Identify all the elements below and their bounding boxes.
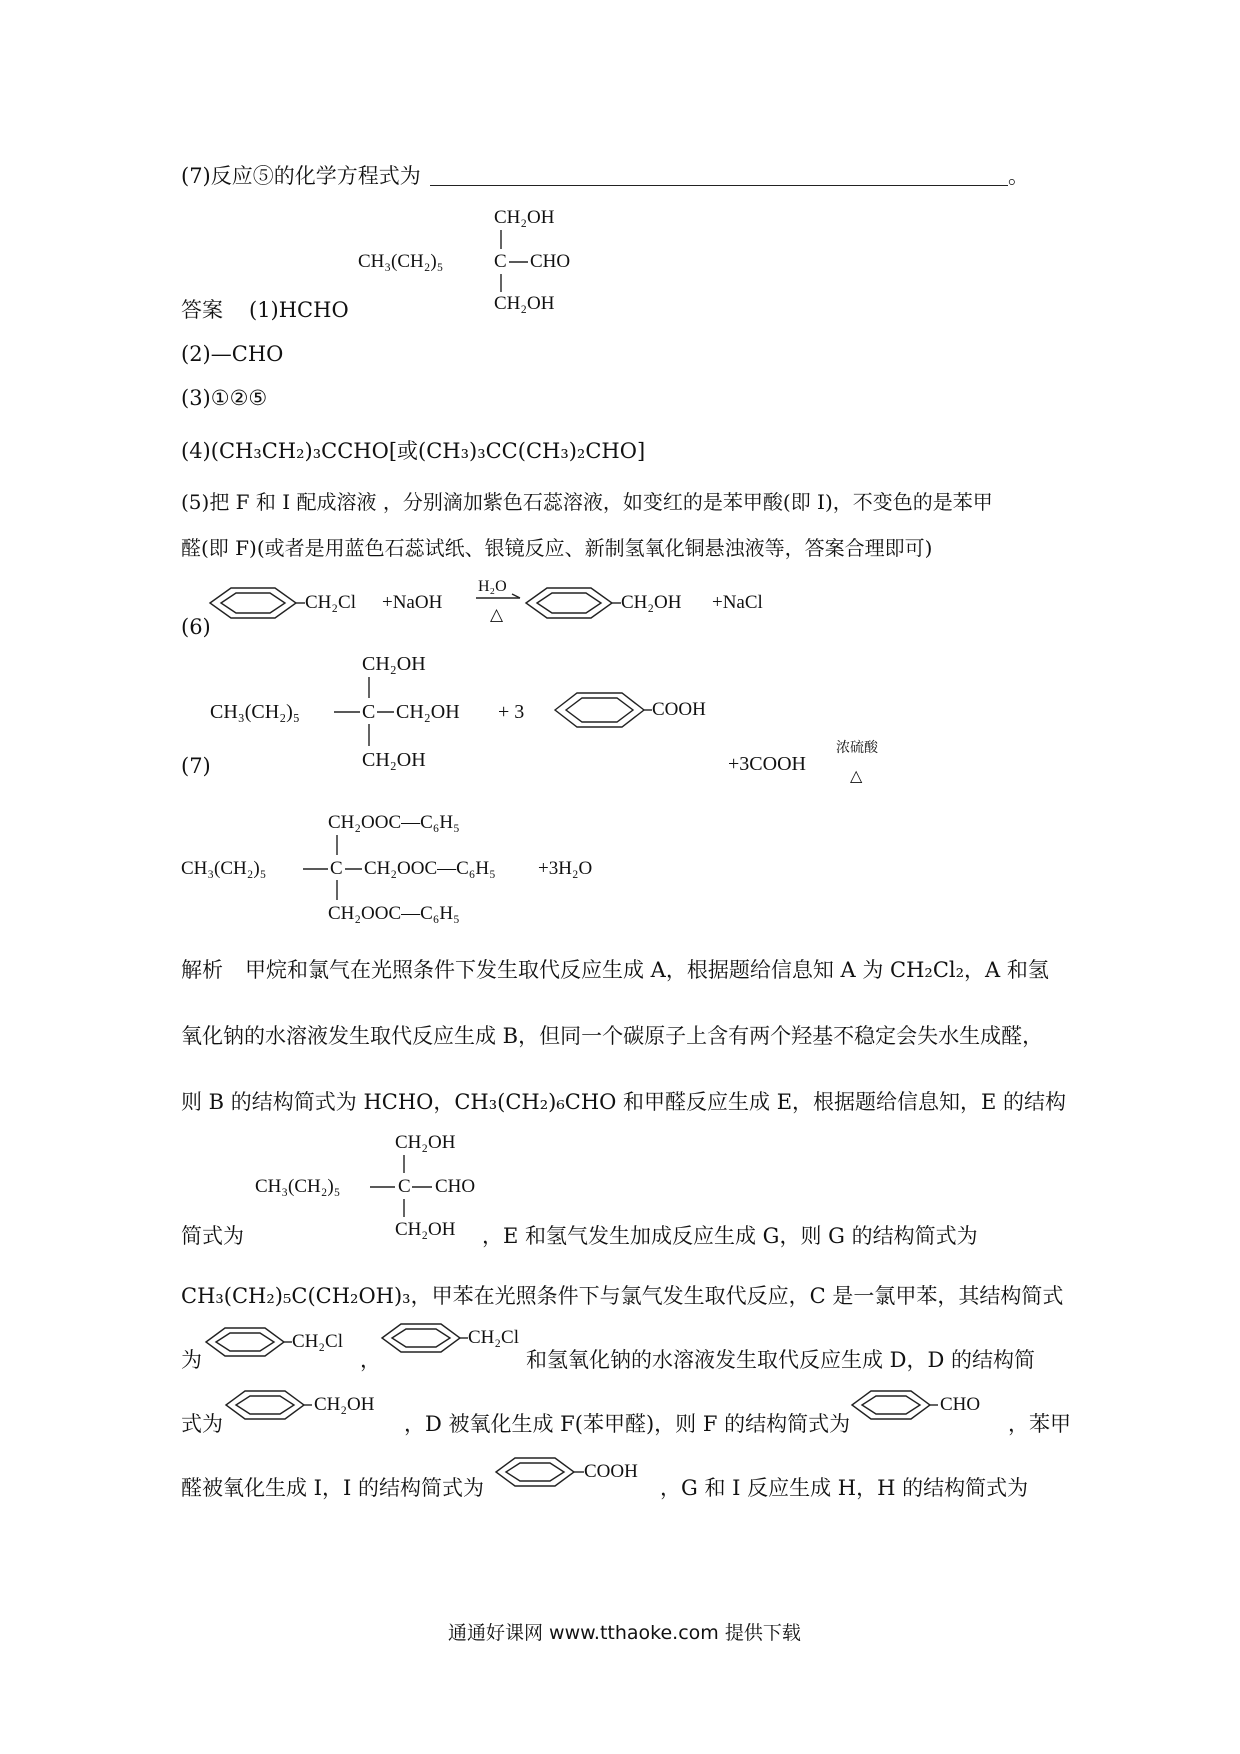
analysis-line-4a: 简式为 bbox=[181, 1224, 244, 1248]
eq7-acid: COOH bbox=[652, 699, 706, 720]
question-7-prompt: (7)反应⑤的化学方程式为 bbox=[181, 164, 421, 188]
footer-text: 通通好课网 www.tthaoke.com 提供下载 bbox=[448, 1622, 801, 1644]
formula-text: CH₂OH bbox=[395, 1132, 456, 1153]
formula-text: CHO bbox=[435, 1176, 476, 1197]
analysis-cho: CHO bbox=[940, 1394, 981, 1415]
eq6-product: CH₂OH bbox=[621, 592, 682, 613]
analysis-line-5: CH₃(CH₂)₅C(CH₂OH)₃，甲苯在光照条件下与氯气发生取代反应，C 是一氯甲苯，其结构简式 bbox=[181, 1284, 1064, 1308]
formula-text: CH₂OH bbox=[395, 1219, 456, 1240]
answer-label: 答案 bbox=[181, 298, 223, 322]
analysis-line-3: 则 B 的结构简式为 HCHO，CH₃(CH₂)₆CHO 和甲醛反应生成 E，根据题给信息知，E 的结构 bbox=[181, 1090, 1067, 1114]
formula-text: CH₂OOC—C₆H₅ bbox=[364, 858, 496, 879]
formula-text: CH₂OH bbox=[396, 701, 460, 723]
eq7-condition-top: 浓硫酸 bbox=[836, 740, 878, 756]
analysis-line-1: 甲烷和氯气在光照条件下发生取代反应生成 A，根据题给信息知 A 为 CH₂Cl₂，A 和氢 bbox=[245, 958, 1049, 982]
formula-text: CH₂OH bbox=[494, 207, 555, 228]
formula-text: CH₂OOC—C₆H₅ bbox=[328, 903, 460, 924]
formula-text: CH₂OH bbox=[362, 653, 426, 675]
analysis-line-8b: ，G 和 I 反应生成 H，H 的结构简式为 bbox=[660, 1476, 1029, 1500]
answer-6-label: (6) bbox=[181, 615, 211, 639]
analysis-ch2cl-2: CH₂Cl bbox=[468, 1327, 519, 1348]
eq7-extra: +3COOH bbox=[728, 753, 806, 775]
answer-2: (2)—CHO bbox=[181, 342, 284, 366]
analysis-line-8a: 醛被氧化生成 I，I 的结构简式为 bbox=[181, 1476, 484, 1500]
formula-text: CH₃(CH₂)₅ bbox=[181, 858, 267, 879]
answer-5-line2: 醛(即 F)(或者是用蓝色石蕊试纸、银镜反应、新制氢氧化铜悬浊液等，答案合理即可) bbox=[181, 536, 933, 560]
answer-blank-line bbox=[430, 185, 1008, 186]
analysis-label: 解析 bbox=[181, 958, 223, 982]
eq7-plus-3: + 3 bbox=[498, 701, 525, 723]
answer-5-line1: (5)把 F 和 I 配成溶液 ，分别滴加紫色石蕊溶液，如变红的是苯甲酸(即 I)，不变色的是苯甲 bbox=[181, 490, 993, 514]
analysis-line-4b: ，E 和氢气发生加成反应生成 G，则 G 的结构简式为 bbox=[482, 1224, 978, 1248]
formula-text: CH₂OH bbox=[362, 749, 426, 771]
formula-text: C bbox=[494, 251, 507, 272]
analysis-ch2cl-1: CH₂Cl bbox=[292, 1331, 343, 1352]
formula-text: C bbox=[398, 1176, 411, 1197]
formula-text: CH₃(CH₂)₅ bbox=[255, 1176, 341, 1197]
formula-text: C bbox=[330, 858, 343, 879]
formula-text: C bbox=[362, 701, 376, 723]
analysis-cooh: COOH bbox=[584, 1461, 638, 1482]
eq6-reactant: CH₂Cl bbox=[305, 592, 356, 613]
answer-7-label: (7) bbox=[181, 754, 211, 778]
analysis-line-6b: ， bbox=[360, 1348, 381, 1372]
question-7-end: 。 bbox=[1008, 164, 1029, 188]
eq7-condition-bottom: △ bbox=[850, 768, 863, 785]
answer-4: (4)(CH₃CH₂)₃CCHO[或(CH₃)₃CC(CH₃)₂CHO] bbox=[181, 439, 646, 463]
formula-text: CH₃(CH₂)₅ bbox=[210, 701, 300, 723]
formula-text: CH₂OOC—C₆H₅ bbox=[328, 812, 460, 833]
formula-text: CHO bbox=[530, 251, 571, 272]
analysis-line-7c: ，苯甲 bbox=[1008, 1412, 1071, 1436]
benzene-ring-icon bbox=[0, 0, 1, 1]
analysis-line-7b: ，D 被氧化生成 F(苯甲醛)，则 F 的结构简式为 bbox=[404, 1412, 851, 1436]
formula-text: +3H₂O bbox=[538, 858, 593, 879]
eq6-naoh: +NaOH bbox=[382, 592, 443, 613]
analysis-line-7a: 式为 bbox=[181, 1412, 223, 1436]
analysis-line-6a: 为 bbox=[181, 1348, 202, 1372]
analysis-line-6c: 和氢氧化钠的水溶液发生取代反应生成 D，D 的结构简 bbox=[526, 1348, 1036, 1372]
answer-3: (3)①②⑤ bbox=[181, 386, 268, 410]
eq6-condition-bottom: △ bbox=[490, 605, 504, 624]
formula-text: CH₃(CH₂)₅ bbox=[358, 251, 444, 272]
eq6-condition-top: H₂O bbox=[478, 578, 507, 595]
answer-1: (1)HCHO bbox=[249, 298, 349, 322]
analysis-ch2oh: CH₂OH bbox=[314, 1394, 375, 1415]
eq6-nacl: +NaCl bbox=[712, 592, 763, 613]
analysis-line-2: 氧化钠的水溶液发生取代反应生成 B，但同一个碳原子上含有两个羟基不稳定会失水生成醛， bbox=[181, 1024, 1044, 1048]
formula-text: CH₂OH bbox=[494, 293, 555, 314]
